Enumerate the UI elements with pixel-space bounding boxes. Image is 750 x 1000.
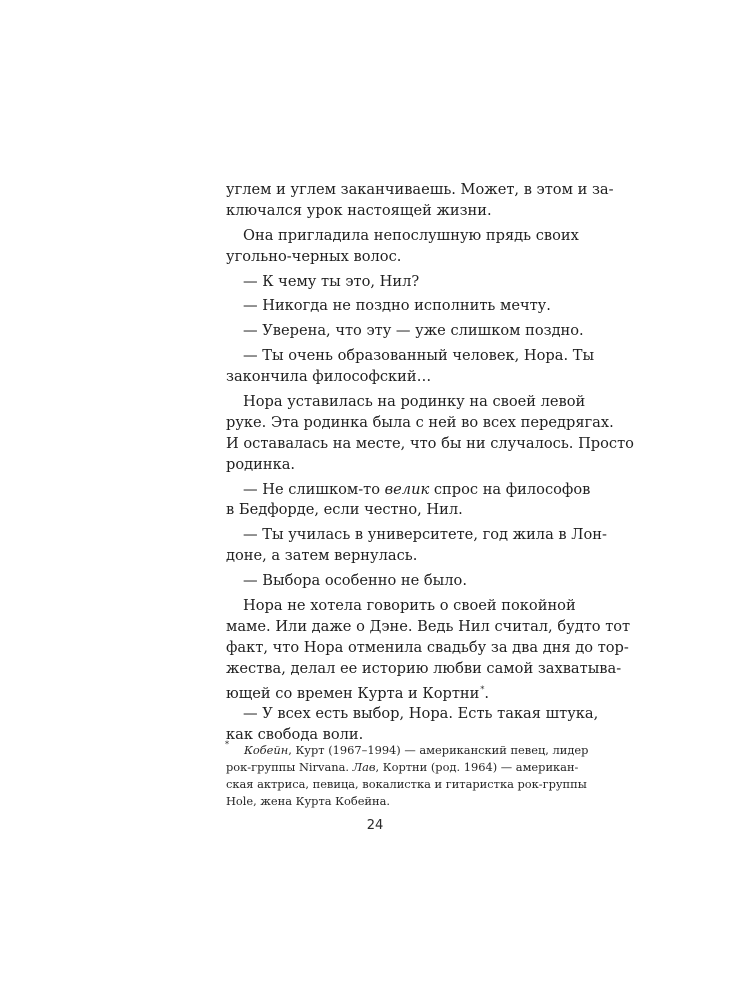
footnote-line: ская актриса, певица, вокалистка и гитаристка рок-группы	[226, 777, 587, 791]
text-line: Нора уставилась на родинку на своей левой	[243, 393, 586, 411]
footnote-line: Hole, жена Курта Кобейна.	[226, 794, 391, 808]
italic-word: велик	[384, 480, 430, 498]
text-segment: .	[484, 684, 490, 702]
text-segment: ющей со времен Курта и Кортни	[226, 684, 480, 702]
footnote-segment: рок-группы Nirvana.	[226, 760, 353, 774]
text-line	[226, 680, 558, 701]
text-line: закончила философский…	[226, 368, 432, 386]
text-line: маме. Или даже о Дэне. Ведь Нил считал, будто тот	[226, 617, 631, 635]
text-line: — У всех есть выбор, Нора. Есть такая штука,	[243, 705, 599, 723]
text-line: И оставалась на месте, что бы ни случалось. Просто	[226, 434, 634, 452]
text-line: углем и углем заканчиваешь. Может, в этом и за-	[226, 181, 614, 198]
text-line: Она пригладила непослушную прядь своих	[243, 226, 579, 244]
text-line: — Ты очень образованный человек, Нора. Ты	[243, 347, 595, 365]
text-line: угольно-черных волос.	[226, 247, 402, 265]
text-segment: — Не слишком-то	[243, 480, 385, 498]
text-line: родинка.	[226, 455, 296, 473]
text-line: — К чему ты это, Нил?	[243, 272, 420, 290]
italic-name: Лав	[352, 760, 376, 774]
footnote-segment: , Курт (1967–1994) — американский певец, лидер	[288, 743, 589, 757]
text-line: в Бедфорде, если честно, Нил.	[226, 501, 463, 519]
text-line	[226, 480, 591, 501]
text-line: жества, делал ее историю любви самой захватыва-	[226, 659, 622, 677]
text-line: доне, а затем вернулась.	[226, 547, 418, 565]
text-segment: спрос на философов	[429, 480, 591, 498]
footnote-segment: , Кортни (род. 1964) — американ-	[375, 760, 579, 774]
text-line: руке. Эта родинка была с ней во всех передрягах.	[226, 413, 614, 431]
text-line: — Никогда не поздно исполнить мечту.	[243, 297, 551, 315]
page-number: 24	[366, 818, 384, 833]
italic-name: Кобейн	[244, 743, 289, 757]
text-line: — Уверена, что эту — уже слишком поздно.	[243, 322, 584, 340]
text-line: факт, что Нора отменила свадьбу за два дня до тор-	[226, 638, 629, 656]
footnote-line	[226, 742, 589, 759]
footnote-block	[225, 740, 589, 810]
footnote-reference: *	[480, 684, 485, 694]
text-line: — Выбора особенно не было.	[243, 572, 467, 590]
text-line: Нора не хотела говорить о своей покойной	[243, 597, 576, 615]
text-line: — Ты училась в университете, год жила в Лон-	[243, 526, 607, 544]
text-line: как свобода воли.	[226, 726, 364, 744]
footnote-line	[226, 759, 579, 776]
text-line: ключался урок настоящей жизни.	[226, 201, 492, 219]
body-text	[226, 180, 634, 746]
footnote-marker: *	[225, 740, 229, 749]
